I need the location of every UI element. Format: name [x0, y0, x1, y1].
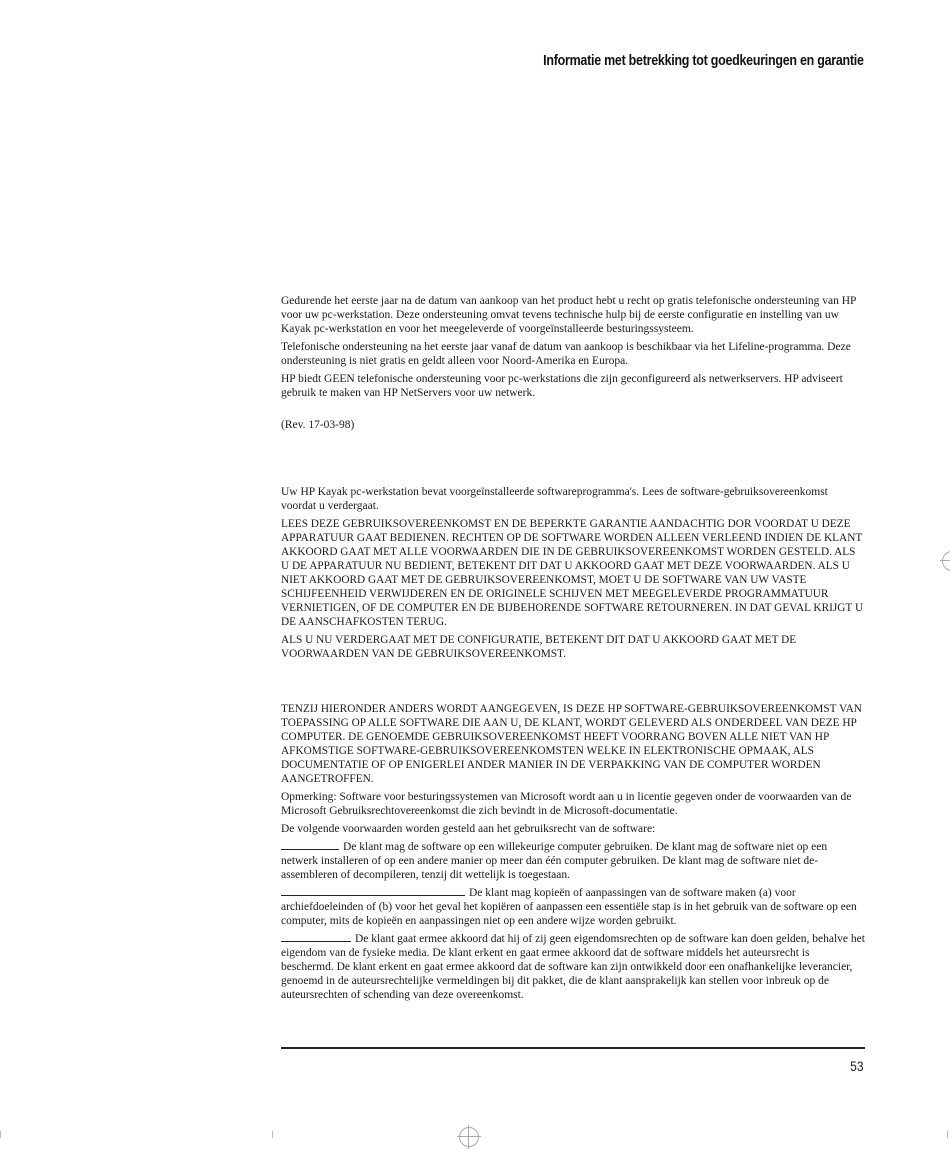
page-header-title: Informatie met betrekking tot goedkeuringen en garantie: [543, 53, 864, 69]
condition-copies-text: De klant mag kopieën of aanpassingen van de software maken (a) voor archiefdoeleinden of (b) voor het geval het kopiëren of aanpassen een essentiële stap is in het gebruik van de software op een computer, mits de kopieën en aanpassingen niet op een andere wijze worden gebruikt.: [281, 887, 857, 927]
license-terms-section: [281, 702, 865, 1006]
blank-line: [281, 840, 339, 850]
support-paragraph-2: Telefonische ondersteuning na het eerste jaar vanaf de datum van aankoop is beschikbaar via het Lifeline-programma. Deze ondersteuning is niet gratis en geldt alleen voor Noord-Amerika en Europa.: [281, 341, 851, 367]
crop-mark: [947, 1131, 948, 1138]
condition-use-text: De klant mag de software op een willekeurige computer gebruiken. De klant mag de software niet op een netwerk installeren of op een andere manier op meer dan één computer gebruiken. De klant mag de software niet de-assembleren of decompileren, tenzij dit wettelijk is toegestaan.: [281, 841, 828, 881]
condition-ownership: [281, 932, 865, 1002]
support-section: [281, 294, 865, 436]
license-consent-paragraph: ALS U NU VERDERGAAT MET DE CONFIGURATIE, BETEKENT DIT DAT U AKKOORD GAAT MET DE VOORWAARDEN VAN DE GEBRUIKSOVEREENKOMST.: [281, 634, 797, 660]
footer-rule: [281, 1047, 865, 1049]
registration-mark-icon: [942, 551, 950, 571]
microsoft-note-paragraph: Opmerking: Software voor besturingssystemen van Microsoft wordt aan u in licentie gegeven onder de voorwaarden van de Microsoft Gebruiksrechtovereenkomst die zich bevindt in de Microsoft-documentatie.: [281, 791, 852, 817]
condition-copies: [281, 886, 865, 928]
condition-use: [281, 840, 865, 882]
license-scope-paragraph: TENZIJ HIERONDER ANDERS WORDT AANGEGEVEN, IS DEZE HP SOFTWARE-GEBRUIKSOVEREENKOMST VAN TOEPASSING OP ALLE SOFTWARE DIE AAN U, DE KLANT, WORDT GELEVERD ALS ONDERDEEL VAN DEZE HP COMPUTER. DE GENOEMDE GEBRUIKSOVEREENKOMST HEEFT VOORRANG BOVEN ALLE NIET VAN HP AFKOMSTIGE SOFTWARE-GEBRUIKSOVEREENKOMSTEN WELKE IN ELEKTRONISCHE OPMAAK, ALS DOCUMENTATIE OF OP ENIGERLEI ANDER MANIER IN DE VERPAKKING VAN DE COMPUTER WORDEN AANGETROFFEN.: [281, 703, 862, 785]
license-warning-paragraph: LEES DEZE GEBRUIKSOVEREENKOMST EN DE BEPERKTE GARANTIE AANDACHTIG DOR VOORDAT U DEZE APPARATUUR GAAT BEDIENEN. RECHTEN OP DE SOFTWARE WORDEN ALLEEN VERLEEND INDIEN DE KLANT AKKOORD GAAT MET ALLE VOORWAARDEN DIE IN DE GEBRUIKSOVEREENKOMST WORDEN GESTELD. ALS U DE APPARATUUR NU BEDIENT, BETEKENT DIT DAT U AKKOORD GAAT MET DEZE VOORWAARDEN. ALS U NIET AKKOORD GAAT MET DE GEBRUIKSOVEREENKOMST, MOET U DE SOFTWARE VAN UW VASTE SCHIJFEENHEID VERWIJDEREN EN DE ORIGINELE SCHIJVEN MET MEEGELEVERDE PROGRAMMATUUR VERNIETIGEN, OF DE COMPUTER EN DE BIJBEHORENDE SOFTWARE RETOURNEREN. IN DAT GEVAL KRIJGT U DE AANSCHAFKOSTEN TERUG.: [281, 518, 864, 628]
page-number: 53: [850, 1058, 864, 1074]
support-paragraph-3: HP biedt GEEN telefonische ondersteuning voor pc-werkstations die zijn geconfigureerd als netwerkservers. HP adviseert gebruik te maken van HP NetServers voor uw netwerk.: [281, 373, 843, 399]
condition-ownership-text: De klant gaat ermee akkoord dat hij of zij geen eigendomsrechten op de software kan doen gelden, behalve het eigendom van de fysieke media. De klant erkent en gaat ermee akkoord dat de software middels het auteursrecht is beschermd. De klant erkent en gaat ermee akkoord dat de software kan zijn ontwikkeld door een onafhankelijke leverancier, genoemd in de auteursrechtelijke vermeldingen bij dit pakket, die de klant aansprakelijk kan stellen voor inbreuk op de auteursrechten of schending van deze overeenkomst.: [281, 933, 865, 1001]
crop-mark: [272, 1131, 273, 1138]
support-paragraph-1: Gedurende het eerste jaar na de datum van aankoop van het product hebt u recht op gratis telefonische ondersteuning van HP voor uw pc-werkstation. Deze ondersteuning omvat tevens technische hulp bij de eerste configuratie en instelling van uw Kayak pc-werkstation en voor het meegeleverde of voorgeïnstalleerde besturingssysteem.: [281, 295, 857, 335]
blank-line: [281, 932, 351, 942]
registration-mark-icon: [459, 1127, 479, 1147]
crop-mark: [0, 1131, 1, 1138]
license-intro-section: [281, 485, 865, 665]
license-intro-paragraph-1: Uw HP Kayak pc-werkstation bevat voorgeïnstalleerde softwareprogramma's. Lees de software-gebruiksovereenkomst voordat u verdergaat.: [281, 486, 828, 512]
conditions-intro-paragraph: De volgende voorwaarden worden gesteld aan het gebruiksrecht van de software:: [281, 823, 656, 835]
blank-line: [281, 886, 465, 896]
revision-note: (Rev. 17-03-98): [281, 419, 355, 431]
